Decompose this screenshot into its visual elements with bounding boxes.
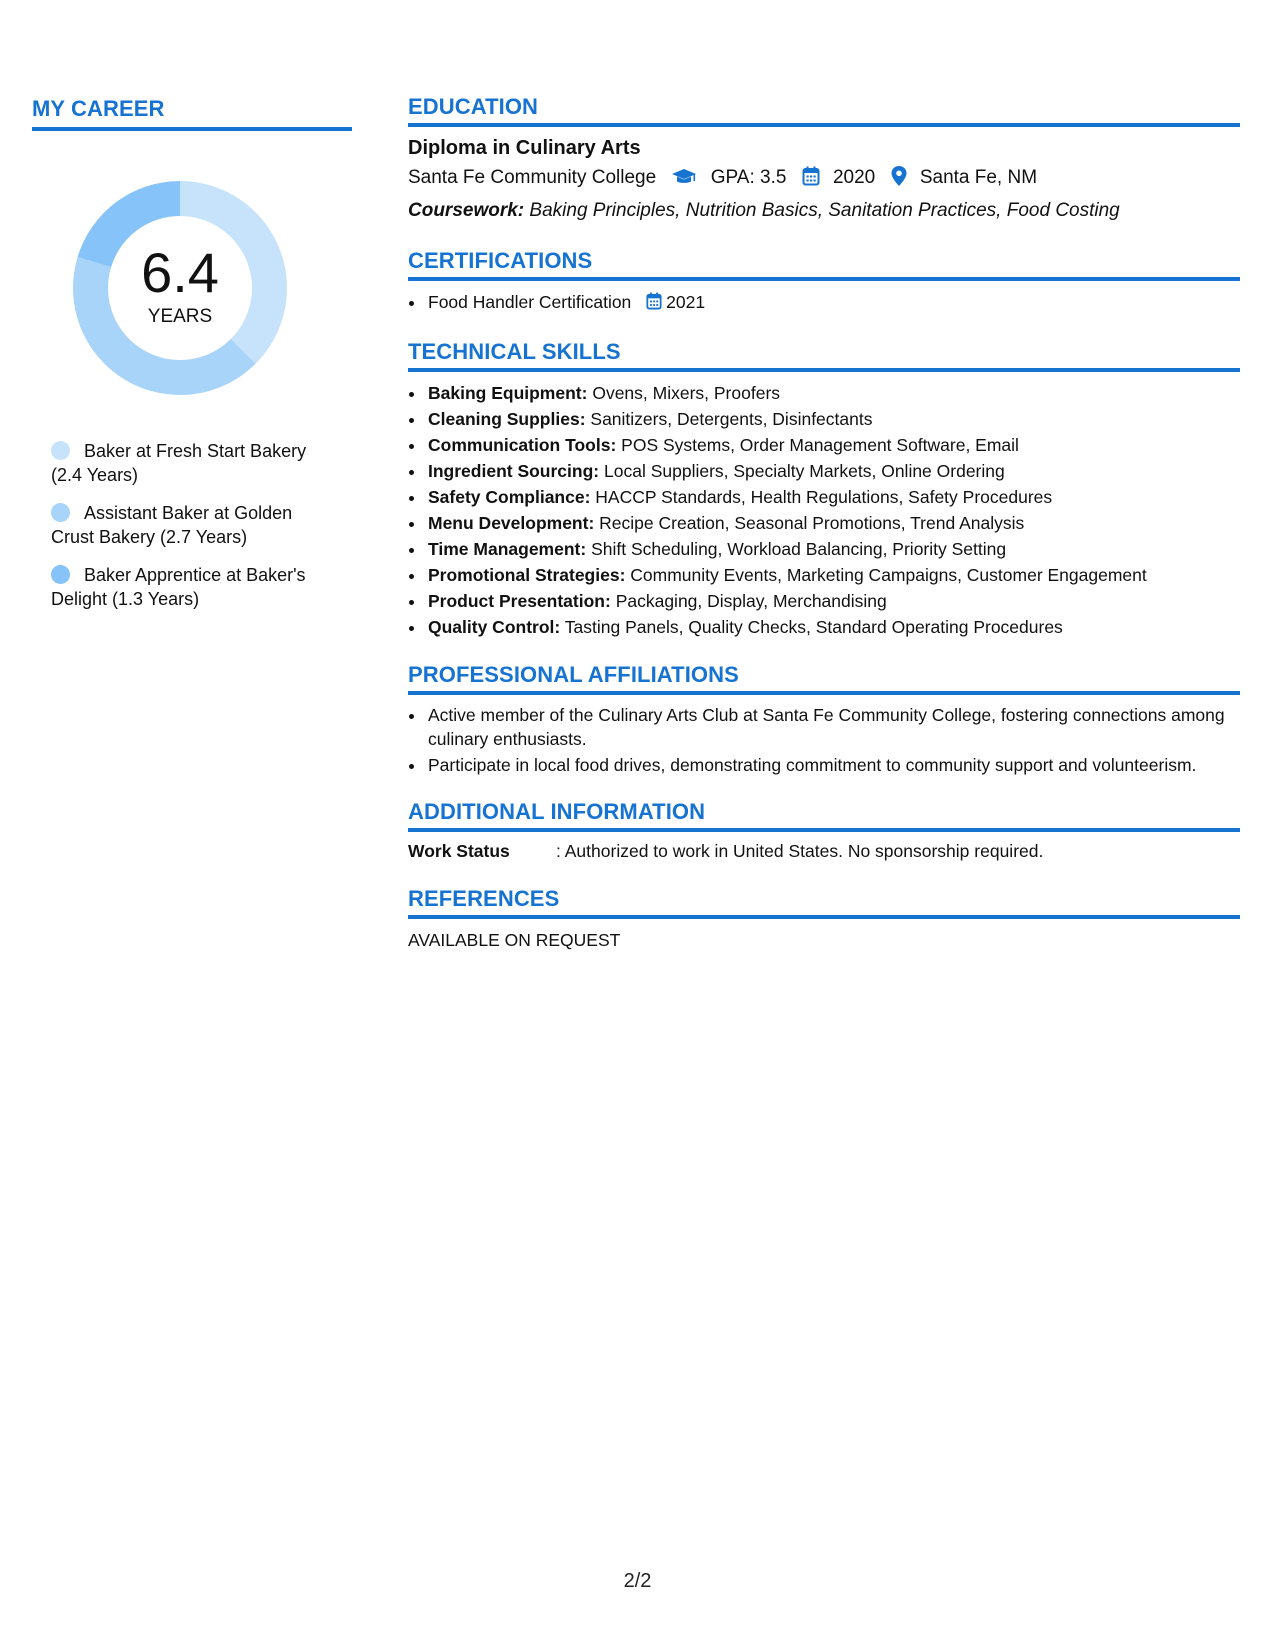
skill-value: Shift Scheduling, Workload Balancing, Priority Setting xyxy=(591,539,1007,559)
skills-list xyxy=(408,380,1240,640)
references-title: REFERENCES xyxy=(408,886,1240,919)
skill-label: Menu Development: xyxy=(428,513,595,533)
work-status-row xyxy=(408,838,1240,864)
skill-label: Product Presentation: xyxy=(428,591,611,611)
certification-year: 2021 xyxy=(666,292,706,312)
list-item xyxy=(426,289,1240,317)
education-details xyxy=(408,163,1240,196)
calendar-icon xyxy=(802,166,820,196)
school-name: Santa Fe Community College xyxy=(408,167,657,188)
skill-label: Safety Compliance: xyxy=(428,487,591,507)
donut-center xyxy=(65,173,295,403)
skill-value: HACCP Standards, Health Regulations, Safety Procedures xyxy=(595,487,1053,507)
additional-info-section xyxy=(408,799,1240,864)
certification-date xyxy=(646,289,705,317)
legend-label: Baker Apprentice at Baker's Delight (1.3 Years) xyxy=(51,565,306,609)
list-item xyxy=(426,380,1240,406)
list-item xyxy=(426,484,1240,510)
work-status-label: Work Status xyxy=(408,841,510,861)
education-section xyxy=(408,94,1240,226)
skill-value: Tasting Panels, Quality Checks, Standard Operating Procedures xyxy=(564,617,1063,637)
list-item: • Active member of the Culinary Arts Club at Santa Fe Community College, fostering connections among culinary enthusiasts. xyxy=(426,703,1240,751)
list-item xyxy=(426,510,1240,536)
list-item xyxy=(426,432,1240,458)
skill-label: Ingredient Sourcing: xyxy=(428,461,600,481)
skill-value: POS Systems, Order Management Software, Email xyxy=(621,435,1019,455)
certifications-title: CERTIFICATIONS xyxy=(408,248,1240,281)
total-years-unit: YEARS xyxy=(147,306,213,327)
skill-label: Baking Equipment: xyxy=(428,383,588,403)
list-item: • Participate in local food drives, demonstrating commitment to community support and volunteerism. xyxy=(426,753,1240,777)
gpa: GPA: 3.5 xyxy=(710,167,787,188)
school-location: Santa Fe, NM xyxy=(919,167,1038,188)
location-pin-icon xyxy=(891,166,907,196)
skill-value: Ovens, Mixers, Proofers xyxy=(592,383,781,403)
graduation-year: 2020 xyxy=(832,167,876,188)
total-years-value: 6.4 xyxy=(141,241,219,304)
legend-item xyxy=(51,501,331,549)
list-item xyxy=(426,458,1240,484)
skill-label: Communication Tools: xyxy=(428,435,617,455)
legend-item xyxy=(51,439,331,487)
certifications-section xyxy=(408,248,1240,317)
page-number: 2/2 xyxy=(623,1570,652,1592)
skills-section xyxy=(408,339,1240,640)
certifications-list xyxy=(408,289,1240,317)
skill-label: Promotional Strategies: xyxy=(428,565,626,585)
list-item xyxy=(426,614,1240,640)
main-column xyxy=(408,94,1240,975)
references-text: AVAILABLE ON REQUEST xyxy=(408,930,621,950)
coursework-list: Baking Principles, Nutrition Basics, Sanitation Practices, Food Costing xyxy=(529,200,1120,221)
skill-value: Packaging, Display, Merchandising xyxy=(615,591,887,611)
skill-label: Cleaning Supplies: xyxy=(428,409,586,429)
coursework xyxy=(408,196,1240,226)
skill-value: Sanitizers, Detergents, Disinfectants xyxy=(590,409,873,429)
work-status-value: : Authorized to work in United States. No sponsorship required. xyxy=(556,841,1044,861)
legend-dot xyxy=(51,441,70,460)
legend-item xyxy=(51,563,331,611)
additional-info-title: ADDITIONAL INFORMATION xyxy=(408,799,1240,832)
affiliations-section xyxy=(408,662,1240,777)
graduation-cap-icon xyxy=(671,166,697,196)
career-donut-chart xyxy=(65,173,295,403)
degree-name: Diploma in Culinary Arts xyxy=(408,137,641,159)
affiliations-list xyxy=(408,703,1240,777)
list-item xyxy=(426,588,1240,614)
career-legend xyxy=(51,439,331,611)
skills-title: TECHNICAL SKILLS xyxy=(408,339,1240,372)
skill-label: Quality Control: xyxy=(428,617,561,637)
skill-value: Community Events, Marketing Campaigns, Customer Engagement xyxy=(630,565,1147,585)
certification-name: Food Handler Certification xyxy=(428,292,632,312)
list-item xyxy=(426,562,1240,588)
career-column xyxy=(32,96,352,625)
education-title: EDUCATION xyxy=(408,94,1240,127)
skill-value: Local Suppliers, Specialty Markets, Online Ordering xyxy=(604,461,1005,481)
skill-label: Time Management: xyxy=(428,539,587,559)
list-item xyxy=(426,536,1240,562)
references-section xyxy=(408,886,1240,953)
legend-dot xyxy=(51,565,70,584)
career-title: MY CAREER xyxy=(32,96,352,131)
legend-label: Baker at Fresh Start Bakery (2.4 Years) xyxy=(51,441,307,485)
legend-dot xyxy=(51,503,70,522)
skill-value: Recipe Creation, Seasonal Promotions, Trend Analysis xyxy=(599,513,1025,533)
coursework-label: Coursework: xyxy=(408,200,525,221)
calendar-icon xyxy=(646,291,662,317)
legend-label: Assistant Baker at Golden Crust Bakery (2.7 Years) xyxy=(51,503,293,547)
list-item xyxy=(426,406,1240,432)
affiliations-title: PROFESSIONAL AFFILIATIONS xyxy=(408,662,1240,695)
